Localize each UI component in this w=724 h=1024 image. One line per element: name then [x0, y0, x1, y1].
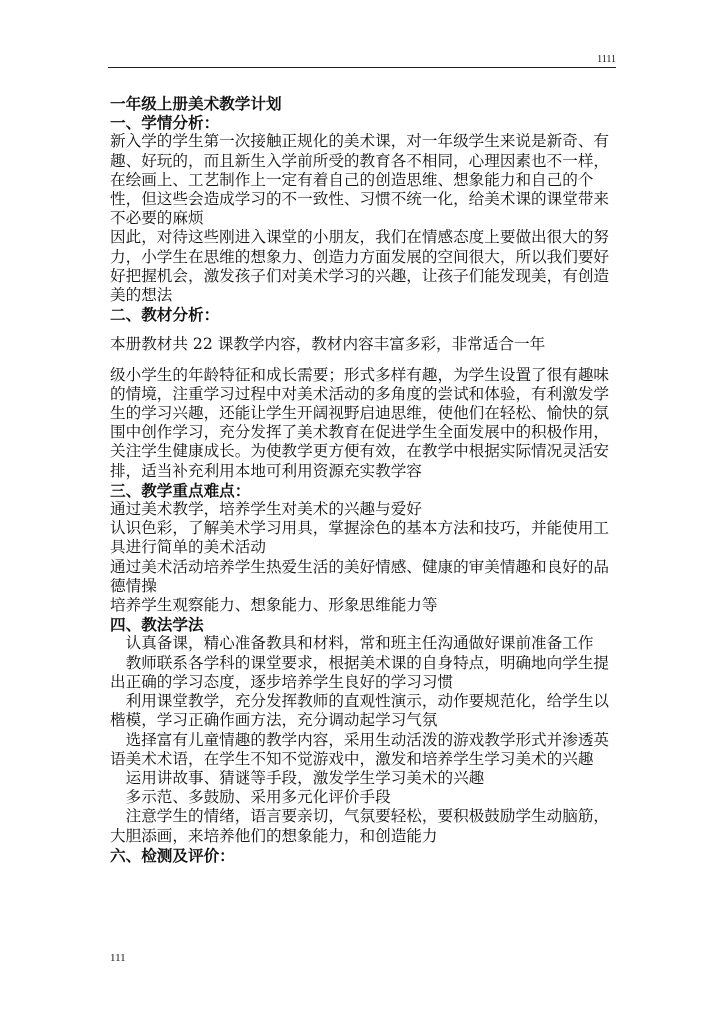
paragraph: 认识色彩，了解美术学习用具，掌握涂色的基本方法和技巧，并能使用工具进行简单的美术活动: [110, 519, 610, 557]
paragraph: 通过美术教学，培养学生对美术的兴趣与爱好: [110, 500, 422, 519]
section-heading-learner-analysis: 一、学情分析：: [110, 113, 220, 133]
paragraph: 级小学生的年龄特征和成长需要；形式多样有趣，为学生设置了很有趣味的情境，注重学习过程中对美术活动的多角度的尝试和体验，有利激发学生的学习兴趣，还能让学生开阔视野启迪思维，使他们在轻松、愉快的氛围中创作学习，充分发挥了美术教育在促进学生全面发展中的积极作用，关注学生健康成长。为使教学更方便有效，在教学中根据实际情况灵活安排，适当补充利用本地可利用资源充实教学容: [110, 365, 610, 480]
footer-page-number: 111: [110, 952, 126, 964]
section-heading-key-points: 三、教学重点难点：: [110, 480, 251, 500]
paragraph: 利用课堂教学，充分发挥教师的直观性演示，动作要规范化，给学生以楷模，学习正确作画方法，充分调动起学习气氛: [110, 692, 610, 730]
section-heading-teaching-methods: 四、教法学法: [110, 615, 204, 635]
paragraph: 选择富有儿童情趣的教学内容，采用生动活泼的游戏教学形式并渗透英语美术术语，在学生不知不觉游戏中，激发和培养学生学习美术的兴趣: [110, 730, 610, 768]
paragraph: 通过美术活动培养学生热爱生活的美好情感、健康的审美情趣和良好的品德情操: [110, 557, 610, 595]
paragraph: 运用讲故事、猜谜等手段，激发学生学习美术的兴趣: [125, 768, 485, 787]
paragraph: 因此，对待这些刚进入课堂的小朋友，我们在情感态度上要做出很大的努力，小学生在思维的想象力、创造力方面发展的空间很大，所以我们要好好把握机会，激发孩子们对美术学习的兴趣，让孩子们能发现美，有创造美的想法: [110, 228, 610, 305]
section-heading-assessment: 六、检测及评价：: [110, 845, 235, 865]
paragraph: 新入学的学生第一次接触正规化的美术课，对一年级学生来说是新奇、有趣、好玩的，而且新生入学前所受的教育各不相同，心理因素也不一样，在绘画上、工艺制作上一定有着自己的创造思维、想象能力和自己的个性，但这些会造成学习的不一致性、习惯不统一化，给美术课的课堂带来不必要的麻烦: [110, 132, 610, 228]
header-page-number: 1111: [597, 54, 616, 65]
header-rule: [108, 67, 616, 68]
paragraph: 注意学生的情绪，语言要亲切，气氛要轻松，要积极鼓励学生动脑筋，大胆添画，来培养他们的想象能力，和创造能力: [110, 807, 610, 845]
document-title: 一年级上册美术教学计划: [110, 94, 282, 113]
document-body: [110, 94, 616, 865]
section-heading-textbook-analysis: 二、教材分析：: [110, 305, 220, 325]
paragraph: 培养学生观察能力、想象能力、形象思维能力等: [110, 596, 438, 615]
paragraph: 多示范、多鼓励、采用多元化评价手段: [125, 788, 391, 807]
paragraph: 本册教材共 22 课教学内容，教材内容丰富多彩，非常适合一年: [110, 335, 546, 354]
paragraph: 认真备课，精心准备教具和材料，常和班主任沟通做好课前准备工作: [125, 634, 594, 653]
paragraph: 教师联系各学科的课堂要求，根据美术课的自身特点，明确地向学生提出正确的学习态度，逐步培养学生良好的学习习惯: [110, 653, 610, 691]
